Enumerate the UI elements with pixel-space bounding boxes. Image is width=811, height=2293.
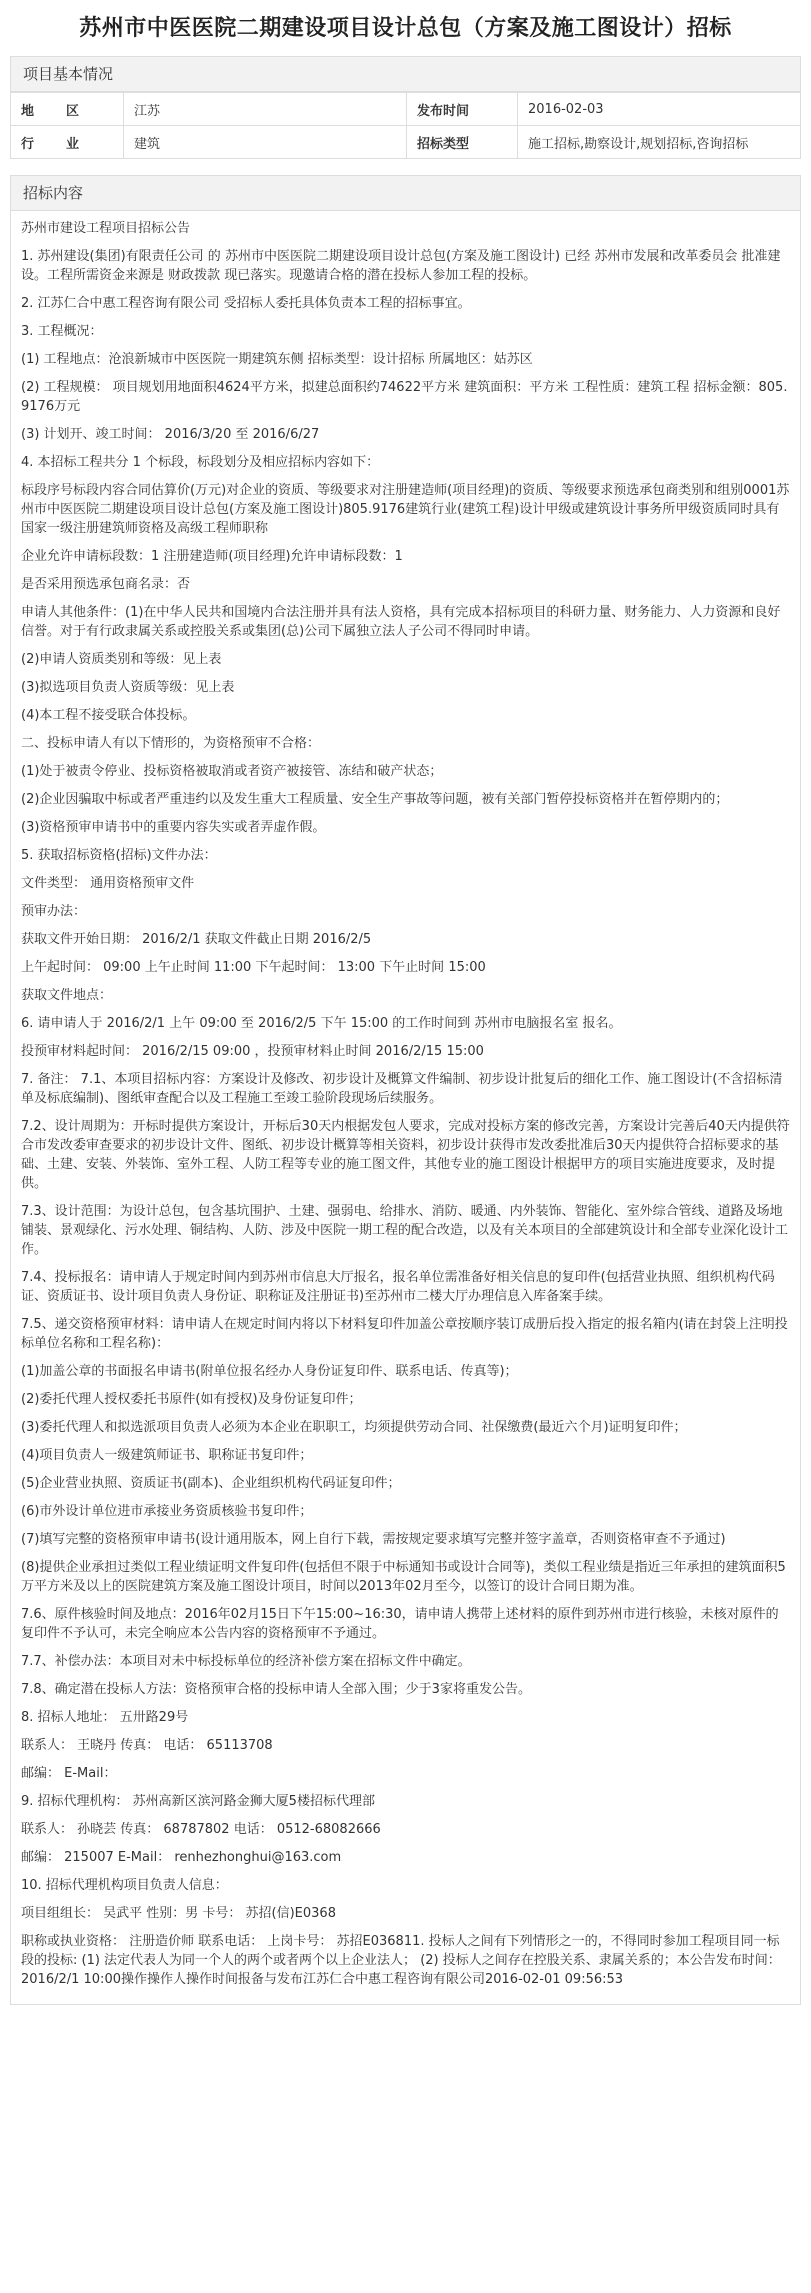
tender-type-label: 招标类型	[407, 126, 518, 159]
content-paragraph: 苏州市建设工程项目招标公告	[21, 221, 191, 236]
content-paragraph: 3. 工程概况：	[21, 324, 103, 339]
content-paragraph: 7.4、投标报名：请申请人于规定时间内到苏州市信息大厅报名，报名单位需准备好相关信息的复印件(包括营业执照、组织机构代码证、资质证书、设计项目负责人身份证、职称证及注册证书)至苏州市二楼大厅办理信息入库备案手续。	[21, 1270, 775, 1304]
industry-label: 行 业	[11, 126, 124, 159]
content-paragraph: 企业允许申请标段数：1 注册建造师(项目经理)允许申请标段数：1	[21, 549, 403, 564]
content-paragraph: (1) 工程地点：沧浪新城市中医医院一期建筑东侧 招标类型：设计招标 所属地区：姑苏区	[21, 352, 533, 367]
content-paragraph: 7.5、递交资格预审材料：请申请人在规定时间内将以下材料复印件加盖公章按顺序装订成册后投入指定的报名箱内(请在封袋上注明投标单位名称和工程名称)：	[21, 1317, 788, 1351]
industry-value: 建筑	[124, 126, 407, 159]
content-paragraph: (4)项目负责人一级建筑师证书、职称证书复印件；	[21, 1448, 313, 1463]
content-paragraph: (4)本工程不接受联合体投标。	[21, 708, 196, 723]
region-value: 江苏	[124, 93, 407, 126]
content-paragraph: 二、投标申请人有以下情形的，为资格预审不合格：	[21, 736, 321, 751]
content-paragraph: 9. 招标代理机构： 苏州高新区滨河路金狮大厦5楼招标代理部	[21, 1794, 375, 1809]
content-paragraph: 7.2、设计周期为：开标时提供方案设计，开标后30天内根据发包人要求，完成对投标方案的修改完善，方案设计完善后40天内提供符合市发改委审查要求的初步设计文件、图纸、初步设计概算等相关资料，初步设计获得市发改委批准后30天内提供符合招标要求的基础、土建、安装、外装饰、室外工程、人防工程等专业的施工图文件，其他专业的施工图设计根据甲方的项目实施进度要求，及时提供。	[21, 1119, 790, 1191]
content-paragraph: 6. 请申请人于 2016/2/1 上午 09:00 至 2016/2/5 下午 15:00 的工作时间到 苏州市电脑报名室 报名。	[21, 1016, 622, 1031]
content-paragraph: 是否采用预选承包商名录：否	[21, 577, 191, 592]
publish-time-label: 发布时间	[407, 93, 518, 126]
content-paragraph: (3)委托代理人和拟选派项目负责人必须为本企业在职职工，均须提供劳动合同、社保缴费(最近六个月)证明复印件；	[21, 1420, 687, 1435]
content-paragraph: (3)资格预审申请书中的重要内容失实或者弄虚作假。	[21, 820, 326, 835]
region-label: 地 区	[11, 93, 124, 126]
content-paragraph: 邮编： E-Mail：	[21, 1766, 117, 1781]
content-paragraph: 获取文件地点：	[21, 988, 113, 1003]
content-paragraph: 标段序号标段内容合同估算价(万元)对企业的资质、等级要求对注册建造师(项目经理)的资质、等级要求预选承包商类别和组别0001苏州市中医医院二期建设项目设计总包(方案及施工图设计)805.9176建筑行业(建筑工程)设计甲级或建筑设计事务所甲级资质同时具有国家一级注册建筑师资格及高级工程师职称	[21, 483, 790, 536]
basic-info-table	[10, 92, 801, 159]
content-paragraph: 7.3、设计范围：为设计总包，包含基坑围护、土建、强弱电、给排水、消防、暖通、内外装饰、智能化、室外综合管线、道路及场地铺装、景观绿化、污水处理、铜结构、人防、涉及中医院一期工程的配合改造，以及有关本项目的全部建筑设计和全部专业深化设计工作。	[21, 1204, 789, 1257]
content-paragraph: (2) 工程规模： 项目规划用地面积4624平方米，拟建总面积约74622平方米 建筑面积：平方米 工程性质：建筑工程 招标金额：805.9176万元	[21, 380, 788, 414]
page	[10, 0, 801, 2005]
basic-info-heading: 项目基本情况	[10, 56, 801, 92]
content-paragraph: 7.7、补偿办法：本项目对未中标投标单位的经济补偿方案在招标文件中确定。	[21, 1654, 471, 1669]
content-paragraph: 4. 本招标工程共分 1 个标段，标段划分及相应招标内容如下：	[21, 455, 380, 470]
content-paragraph: 上午起时间： 09:00 上午止时间 11:00 下午起时间： 13:00 下午止时间 15:00	[21, 960, 486, 975]
content-paragraph: (1)加盖公章的书面报名申请书(附单位报名经办人身份证复印件、联系电话、传真等)；	[21, 1364, 518, 1379]
content-paragraph: (6)市外设计单位进市承接业务资质核验书复印件；	[21, 1504, 313, 1519]
content-paragraph: 职称或执业资格： 注册造价师 联系电话： 上岗卡号： 苏招E036811. 投标人之间有下列情形之一的，不得同时参加工程项目同一标段的投标: (1) 法定代表人为同一个人的两个或者两个以上企业法人； (2) 投标人之间存在控股关系、隶属关系的；本公告发布时间： 2016/2/1 10:00操作操作人操作时间报备与发布江苏仁合中惠工程咨询有限公司2016-02-01 09:56:53	[21, 1934, 781, 1987]
content-paragraph: 文件类型： 通用资格预审文件	[21, 876, 195, 891]
content-paragraph: (2)委托代理人授权委托书原件(如有授权)及身份证复印件；	[21, 1392, 362, 1407]
info-row-industry	[11, 126, 801, 159]
content-paragraph: 预审办法：	[21, 904, 87, 919]
content-paragraph: 申请人其他条件：(1)在中华人民共和国境内合法注册并具有法人资格，具有完成本招标项目的科研力量、财务能力、人力资源和良好信誉。对于有行政隶属关系或控股关系或集团(总)公司下属独立法人子公司不得同时申请。	[21, 605, 781, 639]
content-paragraph: (5)企业营业执照、资质证书(副本)、企业组织机构代码证复印件；	[21, 1476, 401, 1491]
info-row-region	[11, 93, 801, 126]
content-paragraph: 邮编： 215007 E-Mail： renhezhonghui@163.com	[21, 1850, 342, 1865]
content-paragraph: 7.6、原件核验时间及地点：2016年02月15日下午15:00~16:30，请申请人携带上述材料的原件到苏州市进行核验，未核对原件的复印件不予认可，未完全响应本公告内容的资格预审不予通过。	[21, 1607, 779, 1641]
content-paragraph: 2. 江苏仁合中惠工程咨询有限公司 受招标人委托具体负责本工程的招标事宜。	[21, 296, 471, 311]
content-paragraph: 项目组组长： 吴武平 性别：男 卡号： 苏招(信)E0368	[21, 1906, 336, 1921]
content-paragraph: (3)拟选项目负责人资质等级：见上表	[21, 680, 235, 695]
content-paragraph: 5. 获取招标资格(招标)文件办法：	[21, 848, 217, 863]
tender-content	[10, 211, 801, 2005]
content-paragraph: (1)处于被责令停业、投标资格被取消或者资产被接管、冻结和破产状态；	[21, 764, 443, 779]
tender-type-value: 施工招标,勘察设计,规划招标,咨询招标	[518, 126, 801, 159]
content-paragraph: (7)填写完整的资格预审申请书(设计通用版本，网上自行下载，需按规定要求填写完整并签字盖章，否则资格审查不予通过)	[21, 1532, 726, 1547]
content-paragraph: (8)提供企业承担过类似工程业绩证明文件复印件(包括但不限于中标通知书或设计合同等)，类似工程业绩是指近三年承担的建筑面积5万平方米及以上的医院建筑方案及施工图设计项目，时间以2013年02月至今，以签订的设计合同日期为准。	[21, 1560, 786, 1594]
content-paragraph: 7. 备注： 7.1、本项目招标内容：方案设计及修改、初步设计及概算文件编制、初步设计批复后的细化工作、施工图设计(不含招标清单及标底编制)、图纸审查配合以及工程施工至竣工验阶段现场后续服务。	[21, 1072, 783, 1106]
page-title: 苏州市中医医院二期建设项目设计总包（方案及施工图设计）招标	[79, 16, 732, 41]
content-heading: 招标内容	[10, 175, 801, 211]
content-paragraph: (2)申请人资质类别和等级：见上表	[21, 652, 222, 667]
content-paragraph: 1. 苏州建设(集团)有限责任公司 的 苏州市中医医院二期建设项目设计总包(方案及施工图设计) 已经 苏州市发展和改革委员会 批准建设。工程所需资金来源是 财政拨款 现已落实。现邀请合格的潜在投标人参加工程的投标。	[21, 249, 781, 283]
content-paragraph: (3) 计划开、竣工时间： 2016/3/20 至 2016/6/27	[21, 427, 320, 442]
content-paragraph: 10. 招标代理机构项目负责人信息：	[21, 1878, 228, 1893]
content-paragraph: (2)企业因骗取中标或者严重违约以及发生重大工程质量、安全生产事故等问题，被有关部门暂停投标资格并在暂停期内的；	[21, 792, 729, 807]
content-paragraph: 获取文件开始日期： 2016/2/1 获取文件截止日期 2016/2/5	[21, 932, 372, 947]
content-paragraph: 8. 招标人地址： 五卅路29号	[21, 1710, 189, 1725]
content-paragraph: 投预审材料起时间： 2016/2/15 09:00 ，投预审材料止时间 2016/2/15 15:00	[21, 1044, 484, 1059]
content-paragraph: 7.8、确定潜在投标人方法：资格预审合格的投标申请人全部入围；少于3家将重发公告。	[21, 1682, 531, 1697]
content-paragraph: 联系人： 王晓丹 传真： 电话： 65113708	[21, 1738, 273, 1753]
content-paragraph: 联系人： 孙晓芸 传真： 68787802 电话： 0512-68082666	[21, 1822, 381, 1837]
publish-time-value: 2016-02-03	[518, 93, 801, 126]
